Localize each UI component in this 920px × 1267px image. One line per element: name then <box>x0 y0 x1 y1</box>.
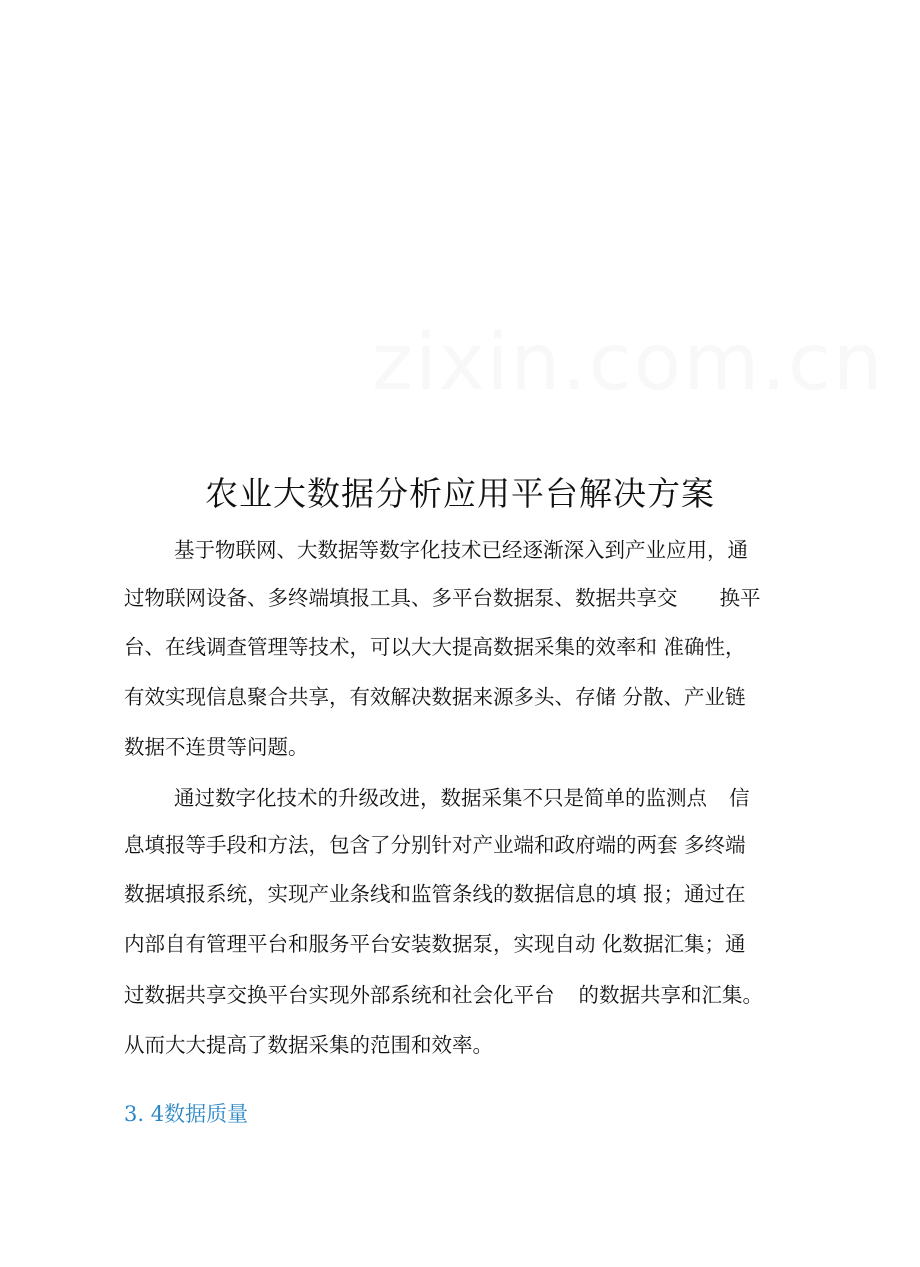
paragraph-1-line-3: 台、在线调查管理等技术，可以大大提高数据采集的效率和 准确性， <box>124 635 746 659</box>
watermark: zixin.com.cn <box>372 318 885 408</box>
paragraph-1-line-2-tail: 换平 <box>719 586 761 610</box>
section-heading: 3. 4数据质量 <box>124 1102 249 1126</box>
paragraph-2-line-5 <box>124 980 814 1010</box>
paragraph-2-line-2: 息填报等手段和方法，包含了分别针对产业端和政府端的两套 多终端 <box>124 833 746 857</box>
paragraph-2-line-5-text: 过数据共享交换平台实现外部系统和社会化平台 <box>124 983 555 1007</box>
paragraph-1-line-1: 基于物联网、大数据等数字化技术已经逐渐深入到产业应用，通 <box>174 538 748 562</box>
paragraph-1-line-2 <box>124 583 814 613</box>
paragraph-2-line-1-text: 通过数字化技术的升级改进，数据采集不只是简单的监测点 <box>174 786 707 810</box>
paragraph-1-line-4: 有效实现信息聚合共享，有效解决数据来源多头、存储 分散、产业链 <box>124 685 746 709</box>
paragraph-2-line-1-tail: 信 <box>729 786 750 810</box>
document-title: 农业大数据分析应用平台解决方案 <box>205 474 715 513</box>
paragraph-2-line-6: 从而大大提高了数据采集的范围和效率。 <box>124 1033 493 1057</box>
paragraph-2-line-3: 数据填报系统，实现产业条线和监管条线的数据信息的填 报；通过在 <box>124 882 746 906</box>
paragraph-2-line-5-tail: 的数据共享和汇集。 <box>578 983 763 1007</box>
paragraph-1-line-5: 数据不连贯等问题。 <box>124 735 309 759</box>
paragraph-1-line-2-text: 过物联网设备、多终端填报工具、多平台数据泵、数据共享交 <box>124 586 678 610</box>
paragraph-2-line-1 <box>174 783 814 813</box>
paragraph-2-line-4: 内部自有管理平台和服务平台安装数据泵，实现自动 化数据汇集；通 <box>124 932 746 956</box>
